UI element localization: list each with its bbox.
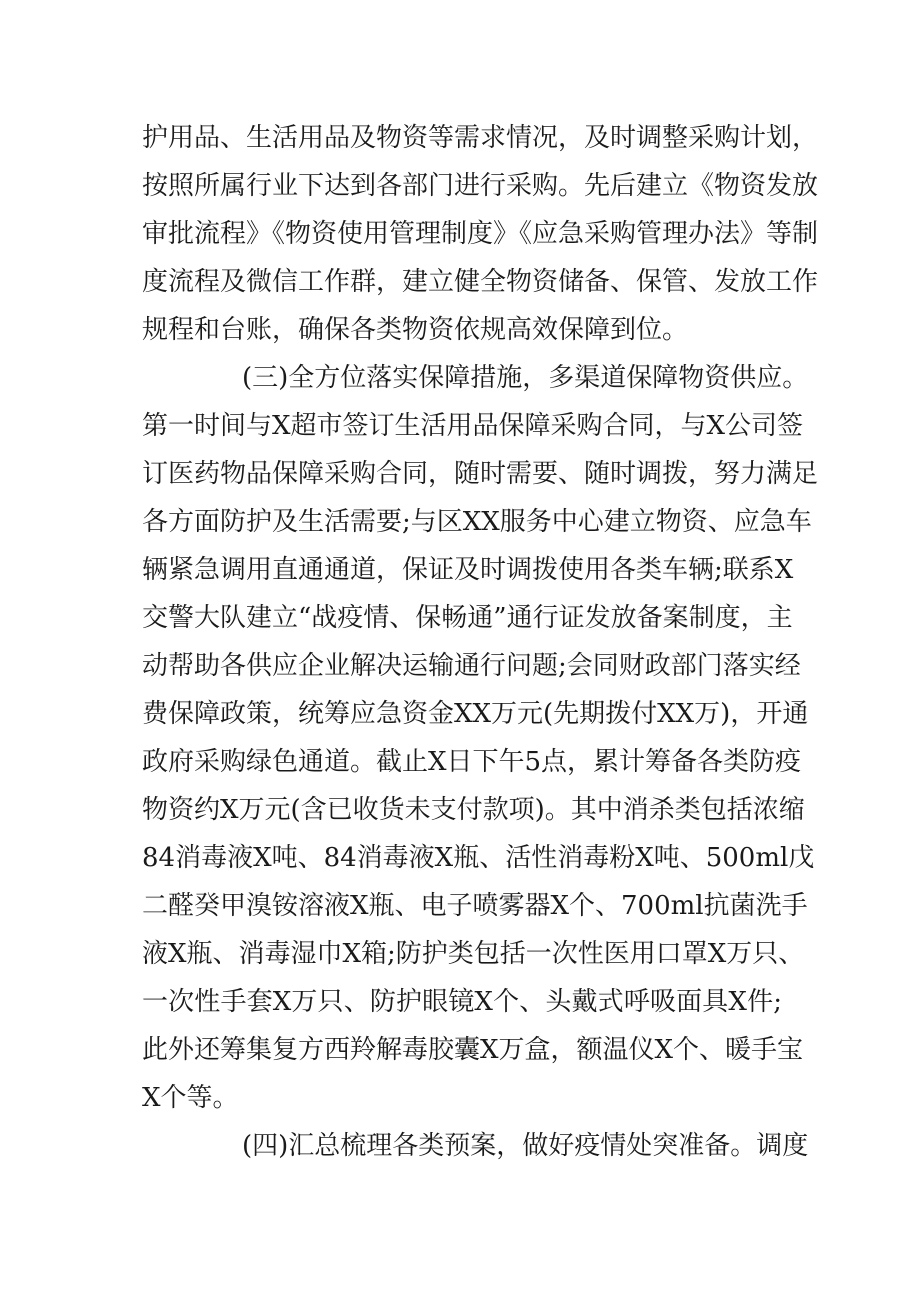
text-line: 一次性手套X万只、防护眼镜X个、头戴式呼吸面具X件;: [142, 987, 782, 1017]
text-line: 费保障政策，统筹应急资金XX万元(先期拨付XX万)，开通: [142, 699, 809, 729]
section-heading-3: (三)全方位落实保障措施，多渠道保障物资供应。: [242, 363, 809, 393]
text-line: 物资约X万元(含已收货未支付款项)。其中消杀类包括浓缩: [142, 795, 805, 825]
text-line: 审批流程》《物资使用管理制度》《应急采购管理办法》等制: [142, 219, 819, 249]
text-line: 订医药物品保障采购合同，随时需要、随时调拨，努力满足: [142, 459, 819, 489]
text-line: 护用品、生活用品及物资等需求情况，及时调整采购计划，: [142, 123, 819, 153]
section-heading-4: (四)汇总梳理各类预案，做好疫情处突准备。调度: [242, 1131, 809, 1161]
text-line: 辆紧急调用直通通道，保证及时调拨使用各类车辆;联系X: [142, 555, 794, 585]
text-line: 度流程及微信工作群，建立健全物资储备、保管、发放工作: [142, 267, 819, 297]
text-line: 规程和台账，确保各类物资依规高效保障到位。: [142, 315, 689, 345]
text-line: 液X瓶、消毒湿巾X箱;防护类包括一次性医用口罩X万只、: [142, 939, 805, 969]
text-line: 按照所属行业下达到各部门进行采购。先后建立《物资发放: [142, 171, 819, 201]
text-line: 各方面防护及生活需要;与区XX服务中心建立物资、应急车: [142, 507, 812, 537]
text-line: 动帮助各供应企业解决运输通行问题;会同财政部门落实经: [142, 651, 801, 681]
text-line: 二醛癸甲溴铵溶液X瓶、电子喷雾器X个、700ml抗菌洗手: [142, 891, 808, 921]
text-line: 政府采购绿色通道。截止X日下午5点，累计筹备各类防疫: [142, 747, 802, 777]
text-line: 此外还筹集复方西羚解毒胶囊X万盒，额温仪X个、暖手宝: [142, 1035, 804, 1065]
text-line: 交警大队建立“战疫情、保畅通”通行证发放备案制度，主: [142, 603, 793, 633]
text-line: 第一时间与X超市签订生活用品保障采购合同，与X公司签: [142, 411, 804, 441]
text-line: X个等。: [142, 1083, 239, 1113]
text-line: 84消毒液X吨、84消毒液X瓶、活性消毒粉X吨、500ml戊: [142, 843, 815, 873]
